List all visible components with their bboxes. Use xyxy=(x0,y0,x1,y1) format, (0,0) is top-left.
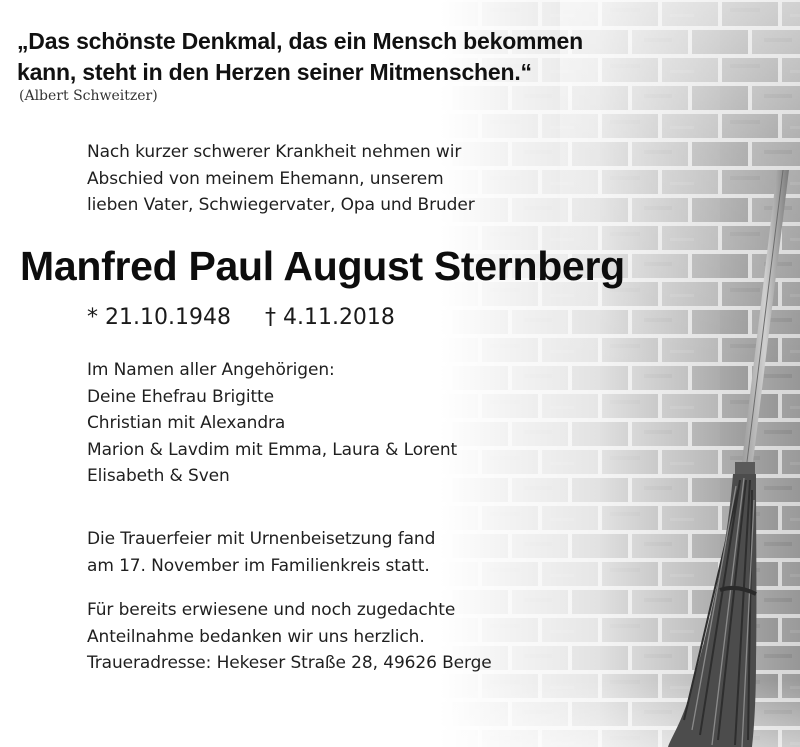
quote-author: (Albert Schweitzer) xyxy=(19,88,158,104)
deceased-name: Manfred Paul August Sternberg xyxy=(20,243,625,289)
quote xyxy=(17,26,583,88)
thanks-and-address xyxy=(87,597,492,677)
mourner-line: Deine Ehefrau Brigitte xyxy=(87,386,274,407)
mourner-line: Christian mit Alexandra xyxy=(87,413,286,433)
intro-line: Abschied von meinem Ehemann, unserem xyxy=(87,168,444,189)
quote-line: kann, steht in den Herzen seiner Mitmenschen.“ xyxy=(17,59,532,85)
thanks-line: Anteilnahme bedanken wir uns herzlich. xyxy=(87,626,425,647)
intro-line: lieben Vater, Schwiegervater, Opa und Bruder xyxy=(87,195,475,215)
mourner-line: Elisabeth & Sven xyxy=(87,466,230,486)
death-date: † 4.11.2018 xyxy=(264,305,395,330)
funeral-line: am 17. November im Familienkreis statt. xyxy=(87,555,430,576)
thanks-line: Für bereits erwiesene und noch zugedachte xyxy=(87,600,456,620)
birth-date: * 21.10.1948 xyxy=(87,305,231,330)
life-dates xyxy=(87,303,395,333)
mourner-line: Marion & Lavdim mit Emma, Laura & Lorent xyxy=(87,439,458,460)
funeral-line: Die Trauerfeier mit Urnenbeisetzung fand xyxy=(87,529,436,549)
intro-text xyxy=(87,139,475,219)
funeral-info xyxy=(87,526,435,579)
intro-line: Nach kurzer schwerer Krankheit nehmen wir xyxy=(87,142,462,162)
mourners-list xyxy=(87,357,457,490)
quote-line: „Das schönste Denkmal, das ein Mensch bekommen xyxy=(17,28,583,54)
mourner-line: Im Namen aller Angehörigen: xyxy=(87,360,335,380)
mourning-address: Traueradresse: Hekeser Straße 28, 49626 Berge xyxy=(87,653,492,673)
